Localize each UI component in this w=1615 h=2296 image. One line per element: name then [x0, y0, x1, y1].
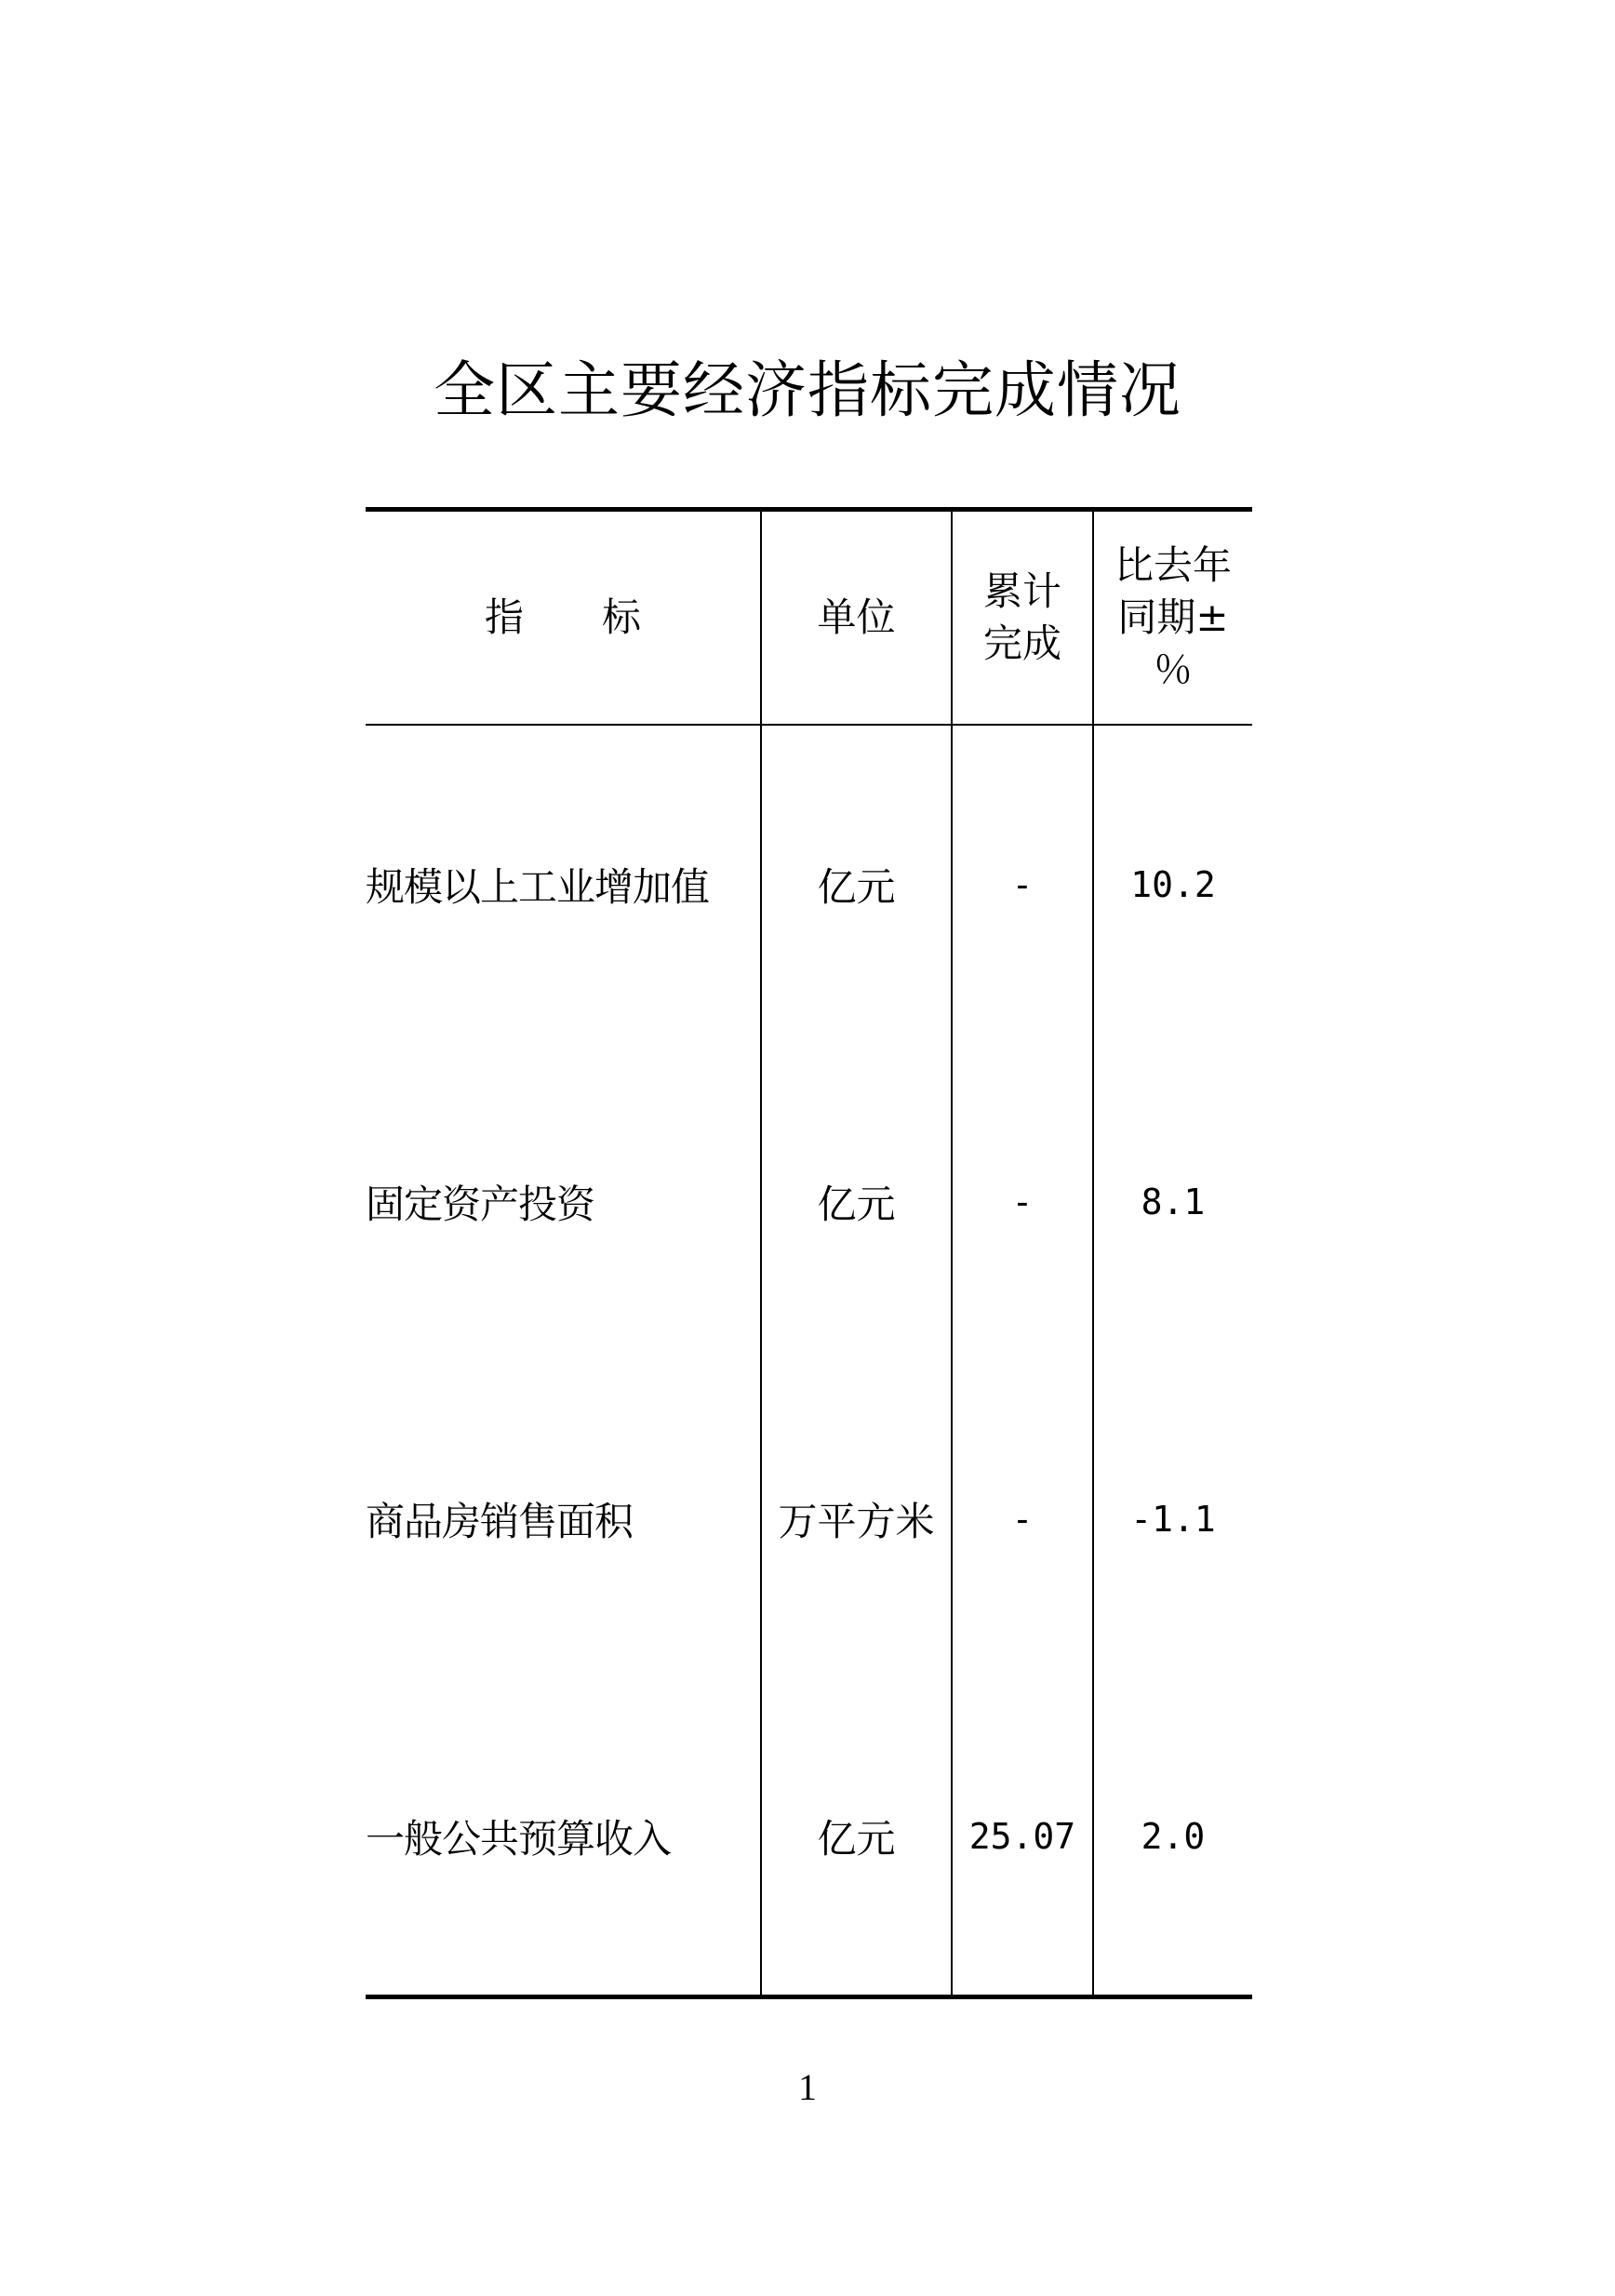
header-unit — [761, 510, 952, 726]
header-unit-label: 单位 — [817, 594, 896, 640]
table-row — [366, 1043, 1252, 1360]
row-change: 8.1 — [1093, 1043, 1252, 1360]
row-unit: 亿元 — [761, 1043, 952, 1360]
row-unit: 亿元 — [761, 725, 952, 1043]
table-row — [366, 1677, 1252, 1997]
row-change: 2.0 — [1093, 1677, 1252, 1997]
header-cumulative — [952, 510, 1093, 726]
row-indicator: 一般公共预算收入 — [366, 1677, 761, 1997]
row-change: -1.1 — [1093, 1360, 1252, 1677]
row-indicator: 固定资产投资 — [366, 1181, 595, 1227]
row-cumulative: 25.07 — [952, 1677, 1093, 1997]
header-change-label: 比去年同期±％ — [1114, 542, 1232, 692]
table-row — [366, 725, 1252, 1043]
header-indicator-label: 指 标 — [484, 594, 641, 640]
row-change: 10.2 — [1093, 725, 1252, 1043]
row-cumulative: - — [952, 1043, 1093, 1360]
row-cumulative: - — [952, 1360, 1093, 1677]
indicator-table-wrapper — [366, 507, 1252, 1999]
table-header-row — [366, 510, 1252, 726]
header-change — [1093, 510, 1252, 726]
row-unit: 万平方米 — [761, 1360, 952, 1677]
header-cumulative-label: 累计完成 — [982, 568, 1061, 666]
row-indicator: 规模以上工业增加值 — [366, 863, 710, 910]
page-title: 全区主要经济指标完成情况 — [434, 354, 1181, 426]
row-cumulative: - — [952, 725, 1093, 1043]
table-row — [366, 1360, 1252, 1677]
header-indicator — [366, 510, 761, 726]
row-indicator: 商品房销售面积 — [366, 1498, 634, 1544]
economic-indicator-table — [366, 507, 1252, 1999]
page-number: 1 — [798, 2066, 817, 2108]
row-unit: 亿元 — [761, 1677, 952, 1997]
